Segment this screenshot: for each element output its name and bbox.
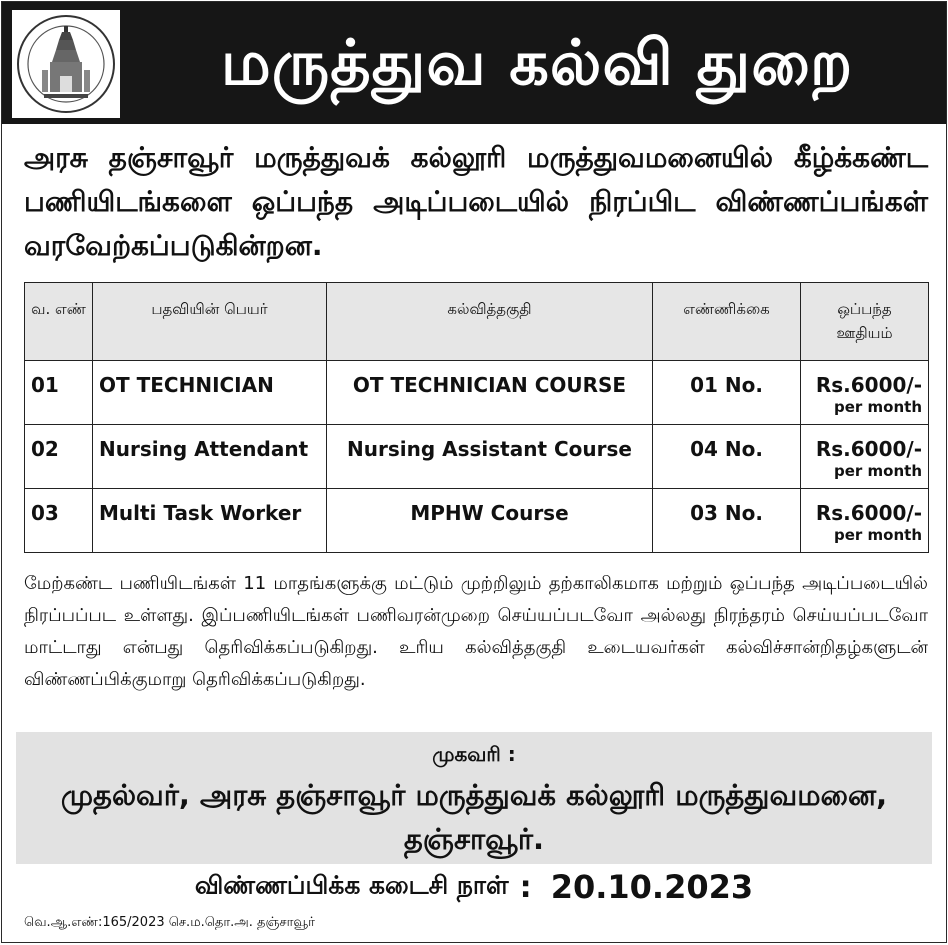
- serial-number: 03: [25, 489, 93, 553]
- pay-amount: Rs.6000/-: [815, 437, 922, 461]
- header-banner: [2, 2, 946, 124]
- contract-pay: [801, 361, 929, 425]
- pay-amount: Rs.6000/-: [815, 373, 922, 397]
- notice-paragraph: மேற்கண்ட பணியிடங்கள் 11 மாதங்களுக்கு மட்டும் முற்றிலும் தற்காலிகமாக மற்றும் ஒப்பந்த அடிப்படையில் நிரப்பப்பட உள்ளது. இப்பணியிடங்கள் பணிவரன்முறை செய்யப்படவோ அல்லது நிரந்தரம் செய்யப்படவோ மாட்டாது என்பது தெரிவிக்கப்படுகிறது. உரிய கல்வித்தகுதி உடையவர்கள் கல்விச்சான்றிதழ்களுடன் விண்ணப்பிக்குமாறு தெரிவிக்கப்படுகிறது.: [24, 573, 928, 690]
- contract-pay: [801, 489, 929, 553]
- vacancy-count: 01 No.: [653, 361, 801, 425]
- last-date-row: [2, 868, 946, 906]
- last-date-value: 20.10.2023: [550, 868, 754, 906]
- tamil-nadu-emblem-icon: [12, 10, 120, 118]
- address-section: [16, 732, 932, 864]
- pay-amount: Rs.6000/-: [815, 501, 922, 525]
- table-row: [25, 425, 929, 489]
- vacancy-count: 04 No.: [653, 425, 801, 489]
- intro-text: அரசு தஞ்சாவூர் மருத்துவக் கல்லூரி மருத்துவமனையில் கீழ்க்கண்ட பணியிடங்களை ஒப்பந்த அடிப்படையில் நிரப்பிட விண்ணப்பங்கள் வரவேற்கப்படுகின்றன.: [24, 141, 928, 262]
- header-serial-number: வ. எண்: [25, 283, 93, 361]
- reference-number: வெ.ஆ.எண்:165/2023 செ.ம.தொ.அ. தஞ்சாவூர்: [24, 915, 315, 930]
- post-name: Multi Task Worker: [93, 489, 327, 553]
- advertisement-page: [1, 1, 947, 943]
- header-contract-pay: ஒப்பந்த ஊதியம்: [801, 283, 929, 361]
- pay-unit: per month: [834, 398, 922, 416]
- header-count: எண்ணிக்கை: [653, 283, 801, 361]
- pay-unit: per month: [834, 526, 922, 544]
- contract-pay: [801, 425, 929, 489]
- last-date-separator: :: [519, 869, 532, 905]
- serial-number: 01: [25, 361, 93, 425]
- header-post-name: பதவியின் பெயர்: [93, 283, 327, 361]
- post-name: OT TECHNICIAN: [93, 361, 327, 425]
- pay-unit: per month: [834, 462, 922, 480]
- table-row: [25, 489, 929, 553]
- table-header-row: [25, 283, 929, 361]
- header-qualification: கல்வித்தகுதி: [327, 283, 653, 361]
- vacancy-table: [24, 282, 929, 553]
- table-row: [25, 361, 929, 425]
- address-line-2: தஞ்சாவூர்.: [403, 822, 545, 856]
- department-title: மருத்துவ கல்வி துறை: [220, 26, 854, 99]
- qualification: MPHW Course: [327, 489, 653, 553]
- address-label: முகவரி :: [432, 742, 516, 766]
- qualification: OT TECHNICIAN COURSE: [327, 361, 653, 425]
- vacancy-count: 03 No.: [653, 489, 801, 553]
- last-date-label: விண்ணப்பிக்க கடைசி நாள்: [194, 870, 509, 900]
- qualification: Nursing Assistant Course: [327, 425, 653, 489]
- serial-number: 02: [25, 425, 93, 489]
- post-name: Nursing Attendant: [93, 425, 327, 489]
- address-line-1: முதல்வர், அரசு தஞ்சாவூர் மருத்துவக் கல்லூரி மருத்துவமனை,: [60, 778, 888, 812]
